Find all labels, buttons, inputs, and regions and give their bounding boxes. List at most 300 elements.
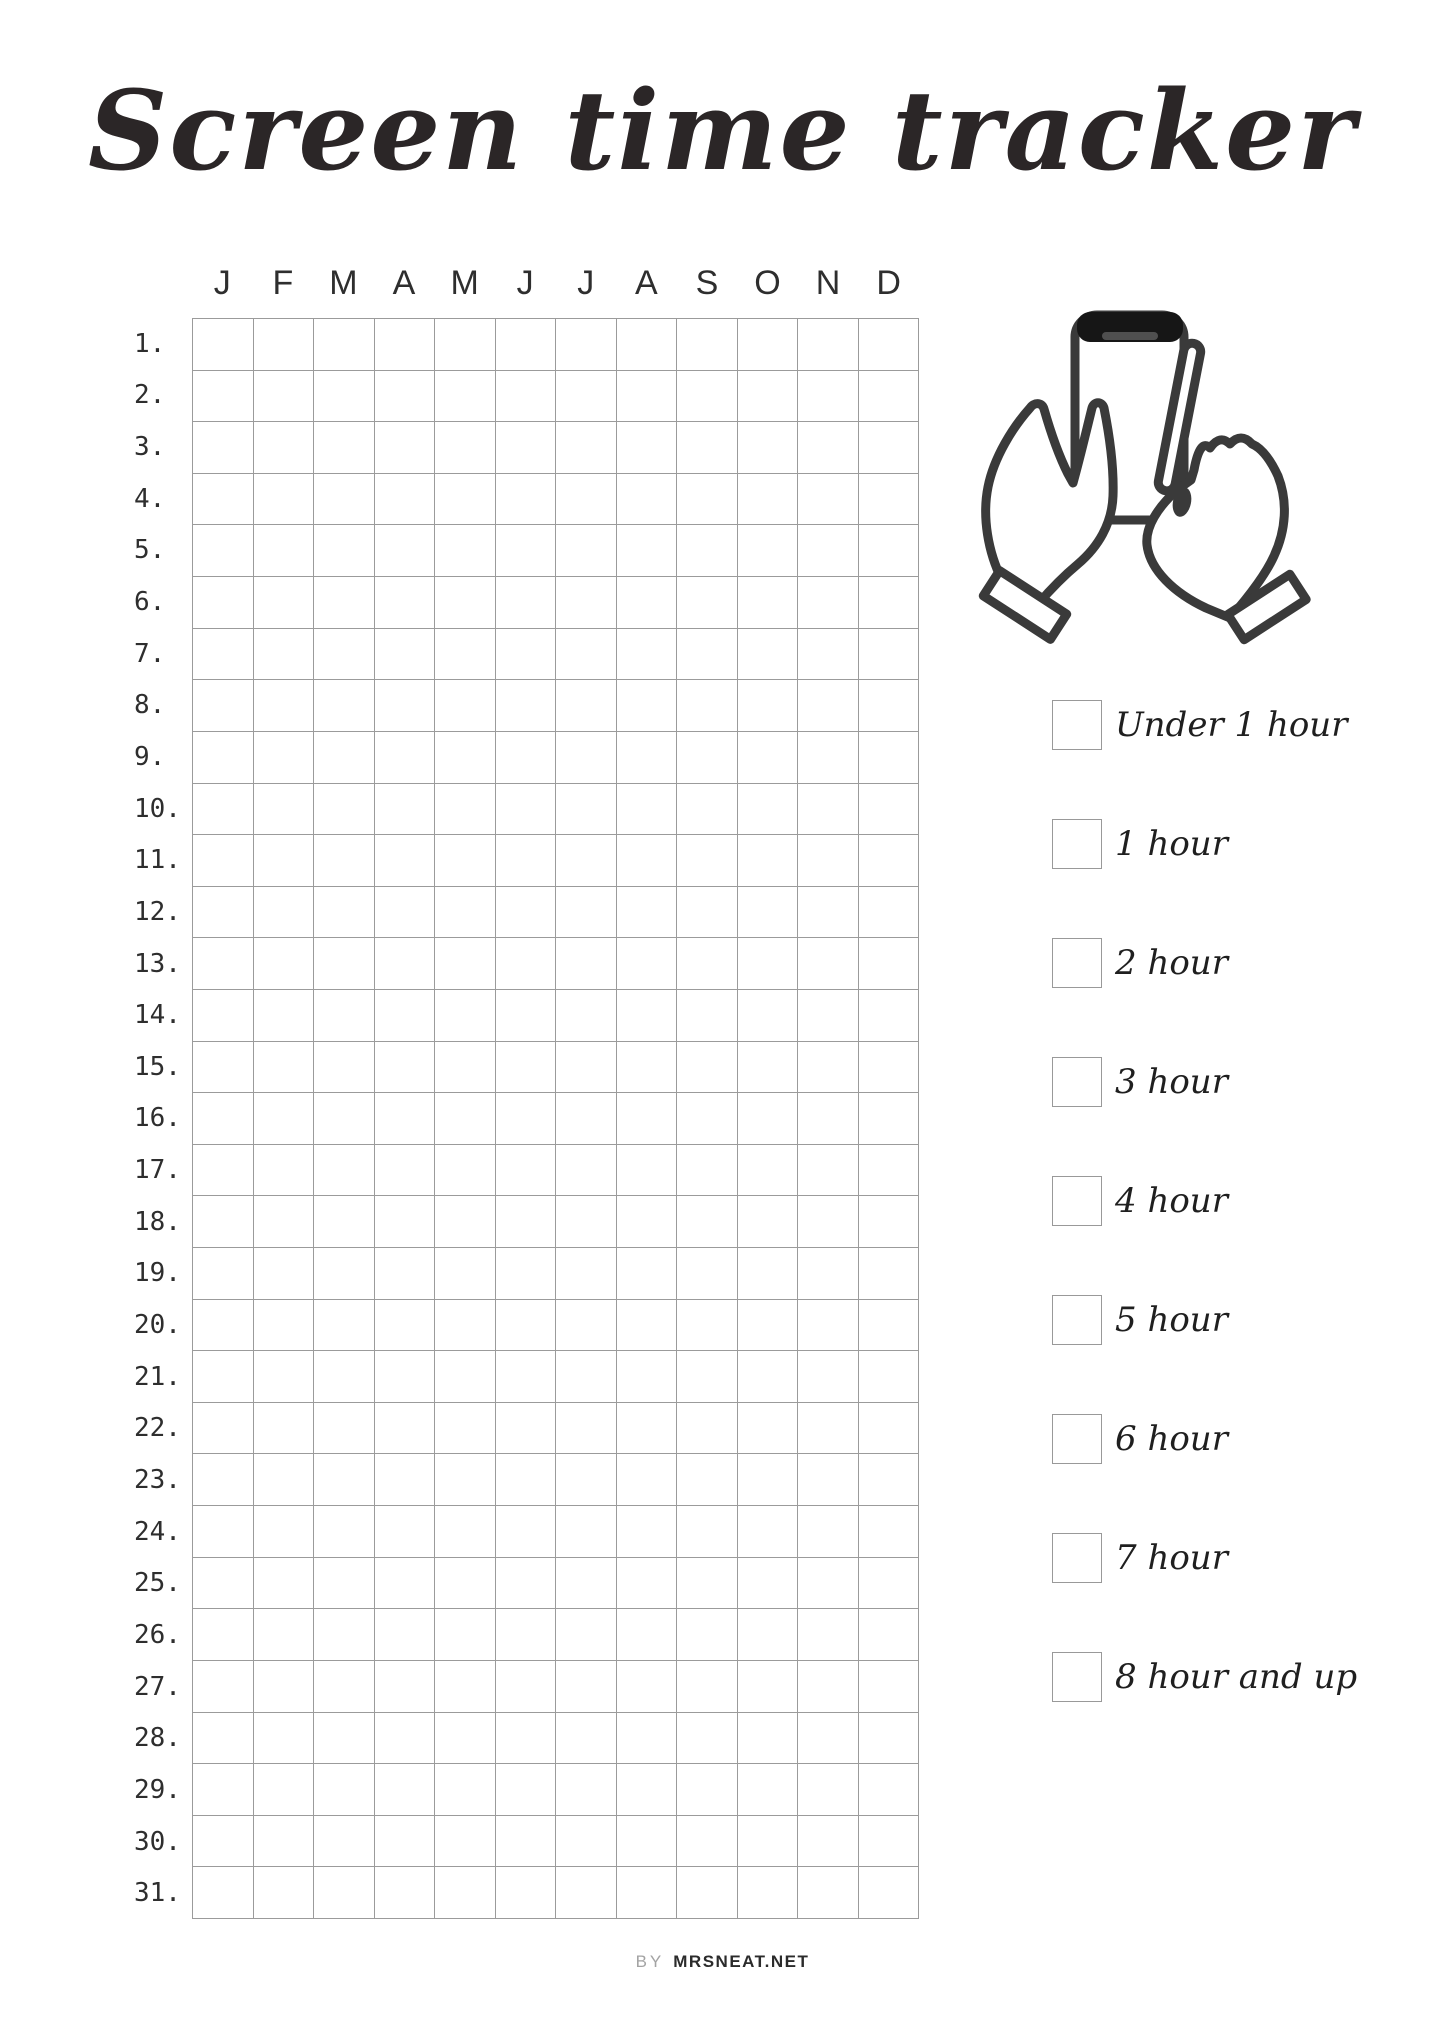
grid-cell[interactable]	[314, 887, 375, 939]
grid-cell[interactable]	[556, 1609, 617, 1661]
grid-cell[interactable]	[375, 1867, 436, 1919]
grid-cell[interactable]	[254, 835, 315, 887]
grid-cell[interactable]	[496, 680, 557, 732]
grid-cell[interactable]	[314, 938, 375, 990]
grid-cell[interactable]	[314, 1609, 375, 1661]
grid-cell[interactable]	[798, 1816, 859, 1868]
grid-cell[interactable]	[314, 1506, 375, 1558]
grid-cell[interactable]	[496, 1093, 557, 1145]
grid-cell[interactable]	[798, 525, 859, 577]
grid-cell[interactable]	[435, 629, 496, 681]
grid-cell[interactable]	[496, 1196, 557, 1248]
grid-cell[interactable]	[375, 938, 436, 990]
grid-cell[interactable]	[617, 474, 678, 526]
grid-cell[interactable]	[254, 1609, 315, 1661]
grid-cell[interactable]	[556, 1042, 617, 1094]
grid-cell[interactable]	[738, 1816, 799, 1868]
grid-cell[interactable]	[375, 1042, 436, 1094]
grid-cell[interactable]	[798, 680, 859, 732]
grid-cell[interactable]	[738, 1042, 799, 1094]
grid-cell[interactable]	[677, 938, 738, 990]
grid-cell[interactable]	[314, 1351, 375, 1403]
grid-cell[interactable]	[677, 1816, 738, 1868]
grid-cell[interactable]	[556, 680, 617, 732]
grid-cell[interactable]	[254, 680, 315, 732]
grid-cell[interactable]	[859, 1196, 920, 1248]
grid-cell[interactable]	[677, 887, 738, 939]
grid-cell[interactable]	[798, 422, 859, 474]
grid-cell[interactable]	[556, 938, 617, 990]
grid-cell[interactable]	[859, 1867, 920, 1919]
grid-cell[interactable]	[496, 1558, 557, 1610]
grid-cell[interactable]	[193, 371, 254, 423]
grid-cell[interactable]	[375, 784, 436, 836]
legend-checkbox[interactable]	[1052, 819, 1102, 869]
grid-cell[interactable]	[617, 784, 678, 836]
grid-cell[interactable]	[859, 525, 920, 577]
grid-cell[interactable]	[617, 1609, 678, 1661]
grid-cell[interactable]	[193, 422, 254, 474]
grid-cell[interactable]	[738, 474, 799, 526]
grid-cell[interactable]	[193, 629, 254, 681]
grid-cell[interactable]	[254, 1867, 315, 1919]
grid-cell[interactable]	[254, 1558, 315, 1610]
grid-cell[interactable]	[193, 1042, 254, 1094]
grid-cell[interactable]	[254, 371, 315, 423]
grid-cell[interactable]	[375, 887, 436, 939]
grid-cell[interactable]	[617, 629, 678, 681]
grid-cell[interactable]	[435, 1145, 496, 1197]
grid-cell[interactable]	[556, 1403, 617, 1455]
grid-cell[interactable]	[677, 680, 738, 732]
grid-cell[interactable]	[798, 1351, 859, 1403]
grid-cell[interactable]	[677, 319, 738, 371]
grid-cell[interactable]	[496, 1403, 557, 1455]
grid-cell[interactable]	[496, 474, 557, 526]
grid-cell[interactable]	[193, 680, 254, 732]
grid-cell[interactable]	[617, 371, 678, 423]
grid-cell[interactable]	[496, 784, 557, 836]
grid-cell[interactable]	[193, 990, 254, 1042]
grid-cell[interactable]	[254, 474, 315, 526]
grid-cell[interactable]	[738, 525, 799, 577]
grid-cell[interactable]	[496, 1609, 557, 1661]
grid-cell[interactable]	[677, 1713, 738, 1765]
grid-cell[interactable]	[738, 371, 799, 423]
grid-cell[interactable]	[193, 1713, 254, 1765]
grid-cell[interactable]	[617, 990, 678, 1042]
grid-cell[interactable]	[859, 784, 920, 836]
grid-cell[interactable]	[496, 422, 557, 474]
grid-cell[interactable]	[375, 1093, 436, 1145]
grid-cell[interactable]	[859, 1093, 920, 1145]
grid-cell[interactable]	[859, 474, 920, 526]
grid-cell[interactable]	[556, 1196, 617, 1248]
grid-cell[interactable]	[435, 1093, 496, 1145]
grid-cell[interactable]	[314, 1042, 375, 1094]
grid-cell[interactable]	[798, 1248, 859, 1300]
grid-cell[interactable]	[314, 1867, 375, 1919]
grid-cell[interactable]	[556, 371, 617, 423]
grid-cell[interactable]	[738, 1713, 799, 1765]
grid-cell[interactable]	[798, 990, 859, 1042]
grid-cell[interactable]	[617, 1506, 678, 1558]
grid-cell[interactable]	[859, 1713, 920, 1765]
grid-cell[interactable]	[556, 1145, 617, 1197]
grid-cell[interactable]	[496, 371, 557, 423]
grid-cell[interactable]	[375, 680, 436, 732]
grid-cell[interactable]	[738, 1661, 799, 1713]
grid-cell[interactable]	[738, 577, 799, 629]
grid-cell[interactable]	[859, 422, 920, 474]
grid-cell[interactable]	[798, 1558, 859, 1610]
grid-cell[interactable]	[254, 629, 315, 681]
grid-cell[interactable]	[496, 1506, 557, 1558]
grid-cell[interactable]	[435, 732, 496, 784]
grid-cell[interactable]	[435, 1351, 496, 1403]
grid-cell[interactable]	[435, 1764, 496, 1816]
grid-cell[interactable]	[375, 474, 436, 526]
grid-cell[interactable]	[798, 1196, 859, 1248]
grid-cell[interactable]	[254, 577, 315, 629]
legend-checkbox[interactable]	[1052, 1533, 1102, 1583]
grid-cell[interactable]	[496, 990, 557, 1042]
grid-cell[interactable]	[859, 1506, 920, 1558]
grid-cell[interactable]	[738, 887, 799, 939]
grid-cell[interactable]	[193, 1403, 254, 1455]
legend-checkbox[interactable]	[1052, 1057, 1102, 1107]
grid-cell[interactable]	[798, 1300, 859, 1352]
grid-cell[interactable]	[556, 835, 617, 887]
grid-cell[interactable]	[314, 1248, 375, 1300]
grid-cell[interactable]	[677, 1558, 738, 1610]
grid-cell[interactable]	[859, 629, 920, 681]
grid-cell[interactable]	[435, 1867, 496, 1919]
grid-cell[interactable]	[193, 1145, 254, 1197]
grid-cell[interactable]	[375, 1351, 436, 1403]
grid-cell[interactable]	[375, 1454, 436, 1506]
grid-cell[interactable]	[435, 525, 496, 577]
grid-cell[interactable]	[375, 990, 436, 1042]
grid-cell[interactable]	[375, 422, 436, 474]
grid-cell[interactable]	[677, 990, 738, 1042]
grid-cell[interactable]	[617, 1454, 678, 1506]
grid-cell[interactable]	[798, 474, 859, 526]
grid-cell[interactable]	[314, 525, 375, 577]
grid-cell[interactable]	[677, 732, 738, 784]
grid-cell[interactable]	[798, 1506, 859, 1558]
grid-cell[interactable]	[435, 1506, 496, 1558]
grid-cell[interactable]	[496, 1816, 557, 1868]
grid-cell[interactable]	[314, 835, 375, 887]
grid-cell[interactable]	[314, 1764, 375, 1816]
grid-cell[interactable]	[738, 1145, 799, 1197]
grid-cell[interactable]	[496, 1248, 557, 1300]
grid-cell[interactable]	[617, 1145, 678, 1197]
grid-cell[interactable]	[738, 1093, 799, 1145]
grid-cell[interactable]	[798, 835, 859, 887]
grid-cell[interactable]	[617, 938, 678, 990]
grid-cell[interactable]	[254, 1093, 315, 1145]
grid-cell[interactable]	[193, 1093, 254, 1145]
grid-cell[interactable]	[859, 1300, 920, 1352]
grid-cell[interactable]	[798, 319, 859, 371]
grid-cell[interactable]	[798, 1764, 859, 1816]
grid-cell[interactable]	[254, 938, 315, 990]
grid-cell[interactable]	[193, 525, 254, 577]
grid-cell[interactable]	[617, 1403, 678, 1455]
grid-cell[interactable]	[677, 1351, 738, 1403]
grid-cell[interactable]	[738, 1764, 799, 1816]
grid-cell[interactable]	[193, 1764, 254, 1816]
grid-cell[interactable]	[435, 1403, 496, 1455]
grid-cell[interactable]	[556, 1351, 617, 1403]
grid-cell[interactable]	[738, 422, 799, 474]
grid-cell[interactable]	[617, 1196, 678, 1248]
grid-cell[interactable]	[314, 1454, 375, 1506]
grid-cell[interactable]	[617, 1661, 678, 1713]
grid-cell[interactable]	[798, 1454, 859, 1506]
grid-cell[interactable]	[617, 732, 678, 784]
grid-cell[interactable]	[193, 835, 254, 887]
grid-cell[interactable]	[314, 1816, 375, 1868]
grid-cell[interactable]	[677, 474, 738, 526]
grid-cell[interactable]	[314, 784, 375, 836]
grid-cell[interactable]	[496, 1764, 557, 1816]
grid-cell[interactable]	[738, 938, 799, 990]
grid-cell[interactable]	[617, 1093, 678, 1145]
grid-cell[interactable]	[314, 474, 375, 526]
grid-cell[interactable]	[254, 1196, 315, 1248]
grid-cell[interactable]	[556, 474, 617, 526]
grid-cell[interactable]	[617, 1558, 678, 1610]
grid-cell[interactable]	[738, 990, 799, 1042]
grid-cell[interactable]	[798, 629, 859, 681]
grid-cell[interactable]	[798, 577, 859, 629]
grid-cell[interactable]	[314, 680, 375, 732]
grid-cell[interactable]	[677, 1506, 738, 1558]
grid-cell[interactable]	[859, 1558, 920, 1610]
grid-cell[interactable]	[435, 680, 496, 732]
grid-cell[interactable]	[496, 1867, 557, 1919]
grid-cell[interactable]	[254, 990, 315, 1042]
grid-cell[interactable]	[617, 525, 678, 577]
legend-checkbox[interactable]	[1052, 1414, 1102, 1464]
grid-cell[interactable]	[254, 1403, 315, 1455]
grid-cell[interactable]	[193, 1300, 254, 1352]
grid-cell[interactable]	[556, 1764, 617, 1816]
grid-cell[interactable]	[859, 1661, 920, 1713]
legend-checkbox[interactable]	[1052, 1652, 1102, 1702]
grid-cell[interactable]	[375, 1248, 436, 1300]
grid-cell[interactable]	[556, 629, 617, 681]
grid-cell[interactable]	[496, 1351, 557, 1403]
grid-cell[interactable]	[556, 1093, 617, 1145]
grid-cell[interactable]	[798, 1867, 859, 1919]
grid-cell[interactable]	[677, 1300, 738, 1352]
grid-cell[interactable]	[677, 1403, 738, 1455]
grid-cell[interactable]	[798, 1403, 859, 1455]
grid-cell[interactable]	[375, 629, 436, 681]
grid-cell[interactable]	[375, 1609, 436, 1661]
grid-cell[interactable]	[254, 422, 315, 474]
grid-cell[interactable]	[859, 1403, 920, 1455]
grid-cell[interactable]	[617, 887, 678, 939]
legend-checkbox[interactable]	[1052, 1295, 1102, 1345]
grid-cell[interactable]	[677, 784, 738, 836]
grid-cell[interactable]	[314, 1145, 375, 1197]
grid-cell[interactable]	[556, 784, 617, 836]
grid-cell[interactable]	[859, 1816, 920, 1868]
grid-cell[interactable]	[375, 1713, 436, 1765]
grid-cell[interactable]	[254, 1454, 315, 1506]
grid-cell[interactable]	[677, 629, 738, 681]
grid-cell[interactable]	[496, 938, 557, 990]
grid-cell[interactable]	[435, 1248, 496, 1300]
grid-cell[interactable]	[677, 1093, 738, 1145]
grid-cell[interactable]	[859, 1351, 920, 1403]
grid-cell[interactable]	[677, 1867, 738, 1919]
grid-cell[interactable]	[375, 1816, 436, 1868]
grid-cell[interactable]	[496, 525, 557, 577]
grid-cell[interactable]	[617, 319, 678, 371]
grid-cell[interactable]	[435, 1042, 496, 1094]
grid-cell[interactable]	[193, 1248, 254, 1300]
grid-cell[interactable]	[193, 887, 254, 939]
grid-cell[interactable]	[193, 1196, 254, 1248]
grid-cell[interactable]	[254, 1506, 315, 1558]
grid-cell[interactable]	[375, 371, 436, 423]
grid-cell[interactable]	[738, 1506, 799, 1558]
grid-cell[interactable]	[435, 1300, 496, 1352]
grid-cell[interactable]	[254, 1713, 315, 1765]
grid-cell[interactable]	[677, 1145, 738, 1197]
grid-cell[interactable]	[435, 835, 496, 887]
grid-cell[interactable]	[375, 1764, 436, 1816]
grid-cell[interactable]	[677, 1609, 738, 1661]
grid-cell[interactable]	[859, 1454, 920, 1506]
grid-cell[interactable]	[556, 1454, 617, 1506]
grid-cell[interactable]	[556, 1506, 617, 1558]
grid-cell[interactable]	[375, 1403, 436, 1455]
grid-cell[interactable]	[798, 784, 859, 836]
grid-cell[interactable]	[193, 319, 254, 371]
grid-cell[interactable]	[435, 474, 496, 526]
grid-cell[interactable]	[617, 835, 678, 887]
grid-cell[interactable]	[435, 938, 496, 990]
grid-cell[interactable]	[556, 1300, 617, 1352]
grid-cell[interactable]	[193, 1506, 254, 1558]
grid-cell[interactable]	[496, 732, 557, 784]
grid-cell[interactable]	[617, 680, 678, 732]
grid-cell[interactable]	[677, 422, 738, 474]
grid-cell[interactable]	[556, 319, 617, 371]
grid-cell[interactable]	[193, 1454, 254, 1506]
grid-cell[interactable]	[556, 1558, 617, 1610]
grid-cell[interactable]	[496, 319, 557, 371]
grid-cell[interactable]	[496, 835, 557, 887]
grid-cell[interactable]	[617, 1816, 678, 1868]
grid-cell[interactable]	[193, 577, 254, 629]
grid-cell[interactable]	[254, 1300, 315, 1352]
grid-cell[interactable]	[798, 371, 859, 423]
grid-cell[interactable]	[375, 1506, 436, 1558]
grid-cell[interactable]	[617, 1248, 678, 1300]
grid-cell[interactable]	[798, 1713, 859, 1765]
grid-cell[interactable]	[193, 1816, 254, 1868]
grid-cell[interactable]	[859, 990, 920, 1042]
grid-cell[interactable]	[798, 887, 859, 939]
grid-cell[interactable]	[738, 1300, 799, 1352]
grid-cell[interactable]	[859, 1042, 920, 1094]
grid-cell[interactable]	[375, 1300, 436, 1352]
grid-cell[interactable]	[314, 577, 375, 629]
grid-cell[interactable]	[193, 938, 254, 990]
grid-cell[interactable]	[193, 1867, 254, 1919]
grid-cell[interactable]	[738, 1248, 799, 1300]
grid-cell[interactable]	[254, 1764, 315, 1816]
grid-cell[interactable]	[314, 422, 375, 474]
grid-cell[interactable]	[314, 1713, 375, 1765]
grid-cell[interactable]	[496, 1713, 557, 1765]
grid-cell[interactable]	[677, 1196, 738, 1248]
grid-cell[interactable]	[193, 1558, 254, 1610]
grid-cell[interactable]	[738, 1403, 799, 1455]
grid-cell[interactable]	[859, 1609, 920, 1661]
grid-cell[interactable]	[738, 1558, 799, 1610]
grid-cell[interactable]	[254, 1351, 315, 1403]
grid-cell[interactable]	[193, 732, 254, 784]
grid-cell[interactable]	[496, 1661, 557, 1713]
grid-cell[interactable]	[314, 371, 375, 423]
grid-cell[interactable]	[254, 319, 315, 371]
grid-cell[interactable]	[496, 1042, 557, 1094]
grid-cell[interactable]	[677, 371, 738, 423]
grid-cell[interactable]	[798, 938, 859, 990]
legend-checkbox[interactable]	[1052, 1176, 1102, 1226]
grid-cell[interactable]	[677, 835, 738, 887]
grid-cell[interactable]	[254, 1248, 315, 1300]
grid-cell[interactable]	[496, 1145, 557, 1197]
grid-cell[interactable]	[375, 1196, 436, 1248]
grid-cell[interactable]	[314, 1093, 375, 1145]
grid-cell[interactable]	[859, 835, 920, 887]
grid-cell[interactable]	[435, 422, 496, 474]
grid-cell[interactable]	[375, 1661, 436, 1713]
grid-cell[interactable]	[375, 577, 436, 629]
grid-cell[interactable]	[738, 1454, 799, 1506]
grid-cell[interactable]	[375, 319, 436, 371]
grid-cell[interactable]	[859, 1248, 920, 1300]
grid-cell[interactable]	[556, 1713, 617, 1765]
grid-cell[interactable]	[435, 1454, 496, 1506]
grid-cell[interactable]	[859, 319, 920, 371]
grid-cell[interactable]	[798, 1145, 859, 1197]
grid-cell[interactable]	[375, 1145, 436, 1197]
grid-cell[interactable]	[435, 1661, 496, 1713]
grid-cell[interactable]	[798, 732, 859, 784]
grid-cell[interactable]	[556, 1248, 617, 1300]
grid-cell[interactable]	[314, 629, 375, 681]
grid-cell[interactable]	[254, 1042, 315, 1094]
grid-cell[interactable]	[254, 887, 315, 939]
grid-cell[interactable]	[496, 1300, 557, 1352]
grid-cell[interactable]	[314, 1661, 375, 1713]
grid-cell[interactable]	[677, 1764, 738, 1816]
grid-cell[interactable]	[314, 990, 375, 1042]
grid-cell[interactable]	[738, 319, 799, 371]
grid-cell[interactable]	[798, 1093, 859, 1145]
